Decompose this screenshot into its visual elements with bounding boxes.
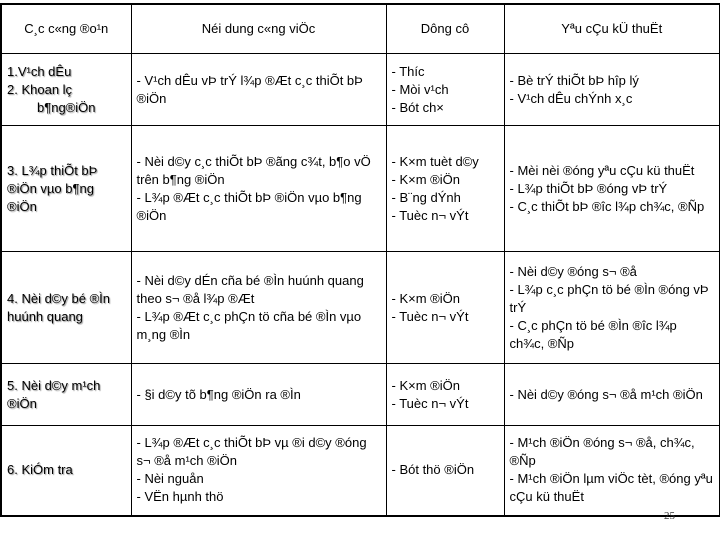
stage-cell <box>1 364 131 426</box>
tool-line: - K×m ®iÖn <box>391 290 460 306</box>
requirement-line: - L¾p c¸c phÇn tö bé ®Ìn ®óng vÞ trÝ <box>509 281 709 315</box>
stage-line: b¶ng®iÖn <box>37 99 96 115</box>
header-tools: Dông cô <box>386 4 504 54</box>
tool-line: - K×m tuèt d©y <box>391 153 479 169</box>
stage-line: 5. Nèi d©y m¹ch ®iÖn <box>7 377 101 411</box>
header-stages: C¸c c«ng ®o¹n <box>1 4 131 54</box>
tool-line: - Mòi v¹ch <box>391 81 449 97</box>
page-number: 25 <box>664 510 675 522</box>
requirement-line: - Nèi d©y ®óng s¬ ®å m¹ch ®iÖn <box>509 386 703 402</box>
header-work-content: Néi dung c«ng viÖc <box>131 4 386 54</box>
stage-cell <box>1 54 131 126</box>
content-line: - L¾p ®Æt c¸c phÇn tö cña bé ®Ìn vµo m¸ng ®Ìn <box>136 308 362 342</box>
content-line: - L¾p ®Æt c¸c thiÕt bÞ ®iÖn vµo b¶ng ®iÖn <box>136 189 362 223</box>
stage-line: 6. KiÓm tra <box>7 462 73 478</box>
tool-line: - K×m ®iÖn <box>391 377 460 393</box>
table-row <box>1 252 720 364</box>
tool-line: - Bót ch× <box>391 99 444 115</box>
table-row <box>1 126 720 252</box>
tool-line: - Tuèc n¬ vÝt <box>391 207 469 223</box>
header-technical-requirements: Yªu cÇu kÜ thuËt <box>504 4 720 54</box>
tools-cell <box>386 426 504 516</box>
table-row <box>1 364 720 426</box>
requirement-line: - V¹ch dÊu chÝnh x¸c <box>509 90 633 106</box>
requirements-cell <box>504 364 720 426</box>
tools-cell <box>386 126 504 252</box>
tool-line: - B¨ng dÝnh <box>391 189 461 205</box>
stage-line: 3. L¾p thiÕt bÞ ®iÖn vµo b¶ng ®iÖn <box>7 162 98 214</box>
content-cell <box>131 252 386 364</box>
table-row <box>1 54 720 126</box>
requirement-line: - M¹ch ®iÖn ®óng s¬ ®å, ch¾c, ®Ñp <box>509 435 695 469</box>
stage-cell <box>1 426 131 516</box>
stage-line: 4. Nèi d©y bé ®Ìn huúnh quang <box>7 290 110 324</box>
content-line: - V¹ch dÊu vÞ trÝ l¾p ®Æt c¸c thiÕt bÞ ®iÖn <box>136 72 363 106</box>
tool-line: - Thíc <box>391 63 425 79</box>
requirement-line: - Nèi d©y ®óng s¬ ®å <box>509 263 637 279</box>
stage-line: 2. Khoan lç <box>7 81 73 97</box>
content-cell <box>131 126 386 252</box>
content-line: - Nèi d©y dÉn cña bé ®Ìn huúnh quang theo s¬ ®å l¾p ®Æt <box>136 272 364 306</box>
assembly-procedure-table <box>0 3 720 517</box>
requirement-line: - C¸c phÇn tö bé ®Ìn ®îc l¾p ch¾c, ®Ñp <box>509 317 677 351</box>
content-line: - L¾p ®Æt c¸c thiÕt bÞ vµ ®i d©y ®óng s¬ ®å m¹ch ®iÖn <box>136 435 367 469</box>
stage-line: 1.V¹ch dÊu <box>7 63 72 79</box>
content-cell <box>131 54 386 126</box>
requirement-line: - M¹ch ®iÖn lµm viÖc tèt, ®óng yªu cÇu kü thuËt <box>509 471 713 505</box>
requirement-line: - Mèi nèi ®óng yªu cÇu kü thuËt <box>509 162 695 178</box>
requirement-line: - L¾p thiÕt bÞ ®óng vÞ trÝ <box>509 180 668 196</box>
tools-cell <box>386 252 504 364</box>
tools-cell <box>386 54 504 126</box>
requirements-cell <box>504 252 720 364</box>
tool-line: - Tuèc n¬ vÝt <box>391 308 469 324</box>
requirements-cell <box>504 426 720 516</box>
content-cell <box>131 364 386 426</box>
content-cell <box>131 426 386 516</box>
requirement-line: - C¸c thiÕt bÞ ®îc l¾p ch¾c, ®Ñp <box>509 198 705 214</box>
requirement-line: - Bè trÝ thiÕt bÞ hîp lý <box>509 72 639 88</box>
content-line: - Nèi d©y c¸c thiÕt bÞ ®ãng c¾t, b¶o vÖ trên b¶ng ®iÖn <box>136 153 371 187</box>
content-line: - Nèi nguån <box>136 471 204 487</box>
content-line: - §i d©y tõ b¶ng ®iÖn ra ®Ìn <box>136 386 301 402</box>
tool-line: - Tuèc n¬ vÝt <box>391 395 469 411</box>
tools-cell <box>386 364 504 426</box>
stage-cell <box>1 252 131 364</box>
requirements-cell <box>504 126 720 252</box>
tool-line: - Bót thö ®iÖn <box>391 462 475 478</box>
requirements-cell <box>504 54 720 126</box>
table-header-row <box>1 4 720 54</box>
content-line: - VËn hµnh thö <box>136 489 224 505</box>
tool-line: - K×m ®iÖn <box>391 171 460 187</box>
stage-cell <box>1 126 131 252</box>
table-row <box>1 426 720 516</box>
